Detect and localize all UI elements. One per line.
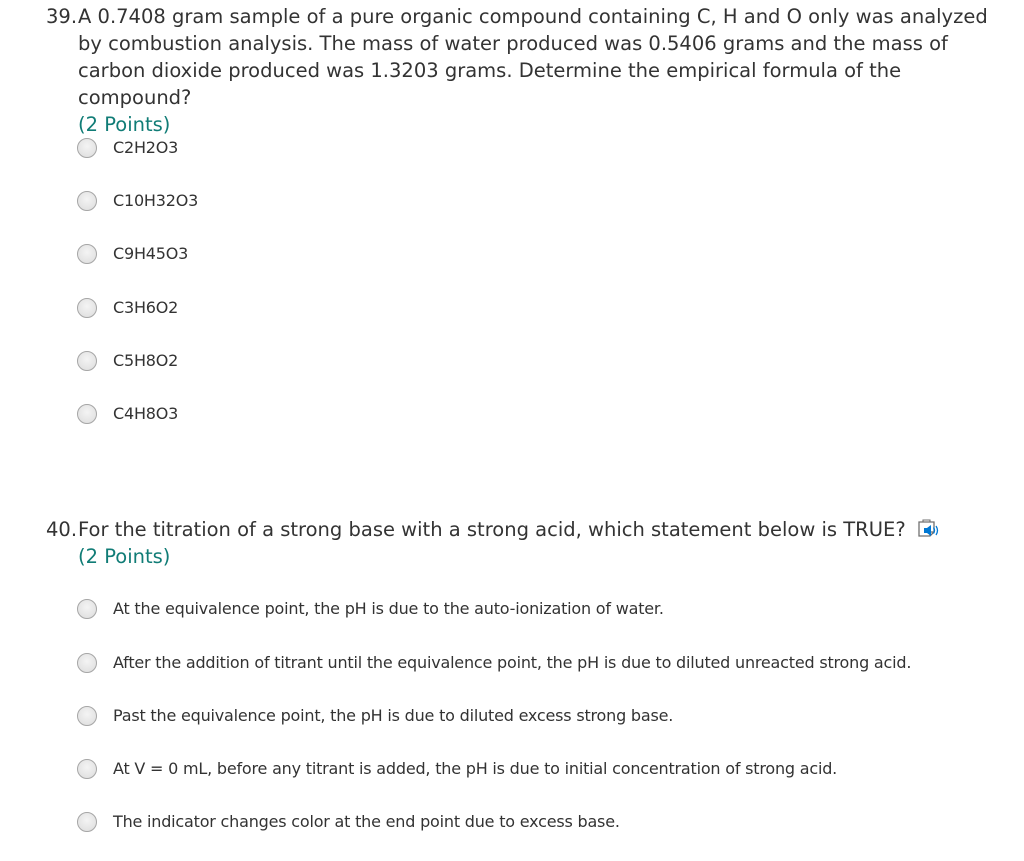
- immersive-reader-icon[interactable]: [916, 518, 944, 540]
- radio-button[interactable]: [77, 244, 97, 264]
- option-label: At V = 0 mL, before any titrant is added, the pH is due to initial concentration of strong acid.: [113, 759, 838, 778]
- option-label: C3H6O2: [113, 298, 179, 317]
- option-label: Past the equivalence point, the pH is due to diluted excess strong base.: [113, 706, 674, 725]
- option-label: C10H32O3: [113, 191, 199, 210]
- radio-button[interactable]: [77, 812, 97, 832]
- question-points: (2 Points): [78, 545, 171, 568]
- radio-button[interactable]: [77, 191, 97, 211]
- question-text: For the titration of a strong base with a strong acid, which statement below is TRUE?: [78, 518, 906, 541]
- question-40: [0, 516, 1024, 570]
- radio-button[interactable]: [77, 759, 97, 779]
- radio-button[interactable]: [77, 351, 97, 371]
- question-text: A 0.7408 gram sample of a pure organic compound containing C, H and O only was analyzed by combustion analysis. The mass of water produced was 0.5406 grams and the mass of carbon dioxide produced was 1.3203 grams. Determine the empirical formula of the compound?: [78, 5, 988, 109]
- option-label: C4H8O3: [113, 404, 179, 423]
- option-label: C5H8O2: [113, 351, 179, 370]
- option-label: C9H45O3: [113, 244, 189, 263]
- option-label: After the addition of titrant until the equivalence point, the pH is due to diluted unreacted strong acid.: [113, 653, 912, 672]
- question-39: [0, 3, 1024, 138]
- radio-button[interactable]: [77, 706, 97, 726]
- question-points: (2 Points): [78, 113, 171, 136]
- radio-button[interactable]: [77, 138, 97, 158]
- question-number: 40.: [46, 518, 78, 541]
- radio-button[interactable]: [77, 404, 97, 424]
- option-label: At the equivalence point, the pH is due to the auto-ionization of water.: [113, 599, 664, 618]
- radio-button[interactable]: [77, 653, 97, 673]
- question-number: 39.: [46, 5, 78, 28]
- option-label: C2H2O3: [113, 138, 179, 157]
- radio-button[interactable]: [77, 599, 97, 619]
- question-header: [0, 516, 1024, 570]
- radio-button[interactable]: [77, 298, 97, 318]
- option-label: The indicator changes color at the end point due to excess base.: [113, 812, 620, 831]
- question-header: [0, 3, 1024, 138]
